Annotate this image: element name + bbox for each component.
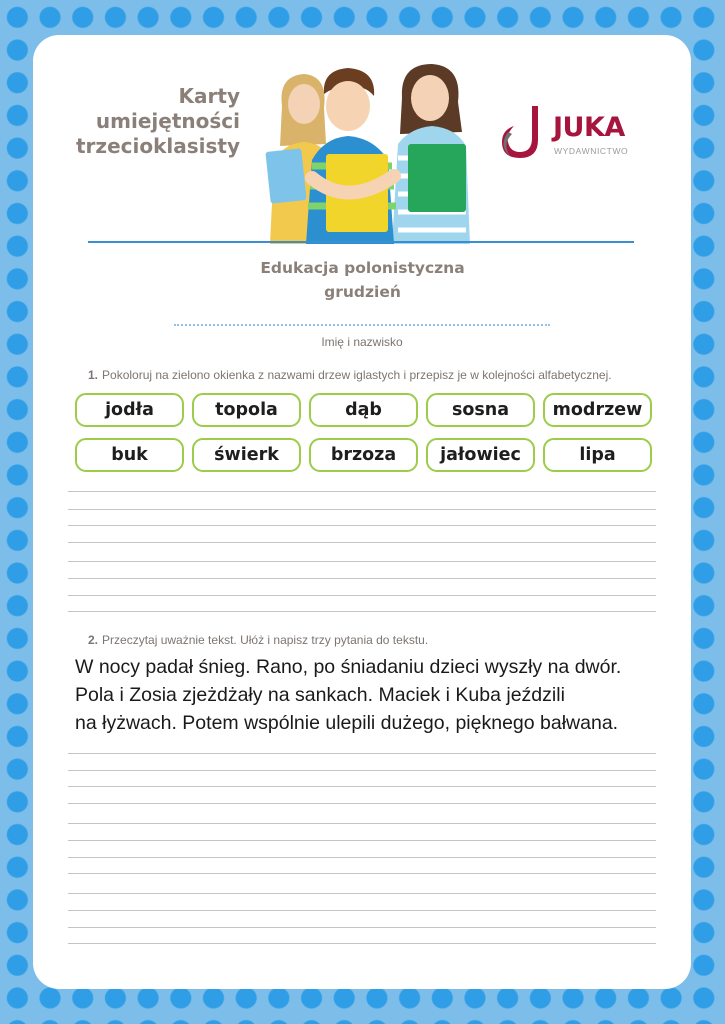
writing-line[interactable] [68,578,656,579]
writing-line[interactable] [68,927,656,928]
children-illustration [252,58,490,244]
publisher-logo-subtitle: WYDAWNICTWO [554,146,629,156]
writing-line[interactable] [68,910,656,911]
task-number: 1. [88,368,99,382]
task-1-instruction [88,368,612,382]
header-divider [88,241,634,243]
word-box[interactable]: jodła [75,393,184,427]
word-box[interactable]: sosna [426,393,535,427]
reading-text [75,653,675,737]
word-box[interactable]: buk [75,438,184,472]
writing-line[interactable] [68,542,656,543]
writing-line[interactable] [68,509,656,510]
writing-line[interactable] [68,525,656,526]
writing-line[interactable] [68,840,656,841]
writing-line[interactable] [68,491,656,492]
tree-word-grid [75,393,653,472]
writing-line[interactable] [68,561,656,562]
writing-line[interactable] [68,753,656,754]
task-number: 2. [88,633,99,647]
worksheet-title [60,84,240,159]
task-text: Pokoloruj na zielono okienka z nazwami drzew iglastych i przepisz je w kolejności alfabetycznej. [102,368,612,382]
student-name-label: Imię i nazwisko [321,335,403,349]
word-box[interactable]: lipa [543,438,652,472]
word-box[interactable]: świerk [192,438,301,472]
writing-line[interactable] [68,893,656,894]
subject-heading [160,256,565,304]
task-text: Przeczytaj uważnie tekst. Ułóż i napisz trzy pytania do tekstu. [102,633,429,647]
title-line: trzecioklasisty [76,134,240,158]
word-box[interactable]: topola [192,393,301,427]
word-box[interactable]: jałowiec [426,438,535,472]
writing-line[interactable] [68,803,656,804]
publisher-logo-name: JUKA [553,112,625,143]
student-name-field[interactable] [174,324,550,326]
reading-text-line: Pola i Zosia zjeżdżały na sankach. Maciek i Kuba jeździli [75,684,565,706]
writing-line[interactable] [68,857,656,858]
word-box[interactable]: brzoza [309,438,418,472]
reading-text-line: na łyżwach. Potem wspólnie ulepili dużego, pięknego bałwana. [75,712,619,734]
writing-line[interactable] [68,595,656,596]
subject-month: grudzień [324,283,401,301]
subject-name: Edukacja polonistyczna [260,259,465,277]
writing-line[interactable] [68,770,656,771]
word-box[interactable]: dąb [309,393,418,427]
reading-text-line: W nocy padał śnieg. Rano, po śniadaniu dzieci wyszły na dwór. [75,656,622,678]
girl-right [392,64,470,244]
writing-line[interactable] [68,943,656,944]
publisher-logo [496,102,636,166]
title-line: Karty [178,84,240,108]
word-box[interactable]: modrzew [543,393,652,427]
writing-line[interactable] [68,611,656,612]
writing-line[interactable] [68,873,656,874]
title-line: umiejętności [95,109,240,133]
writing-line[interactable] [68,823,656,824]
publisher-logo-mark [496,102,548,162]
writing-line[interactable] [68,786,656,787]
task-2-instruction [88,633,428,647]
